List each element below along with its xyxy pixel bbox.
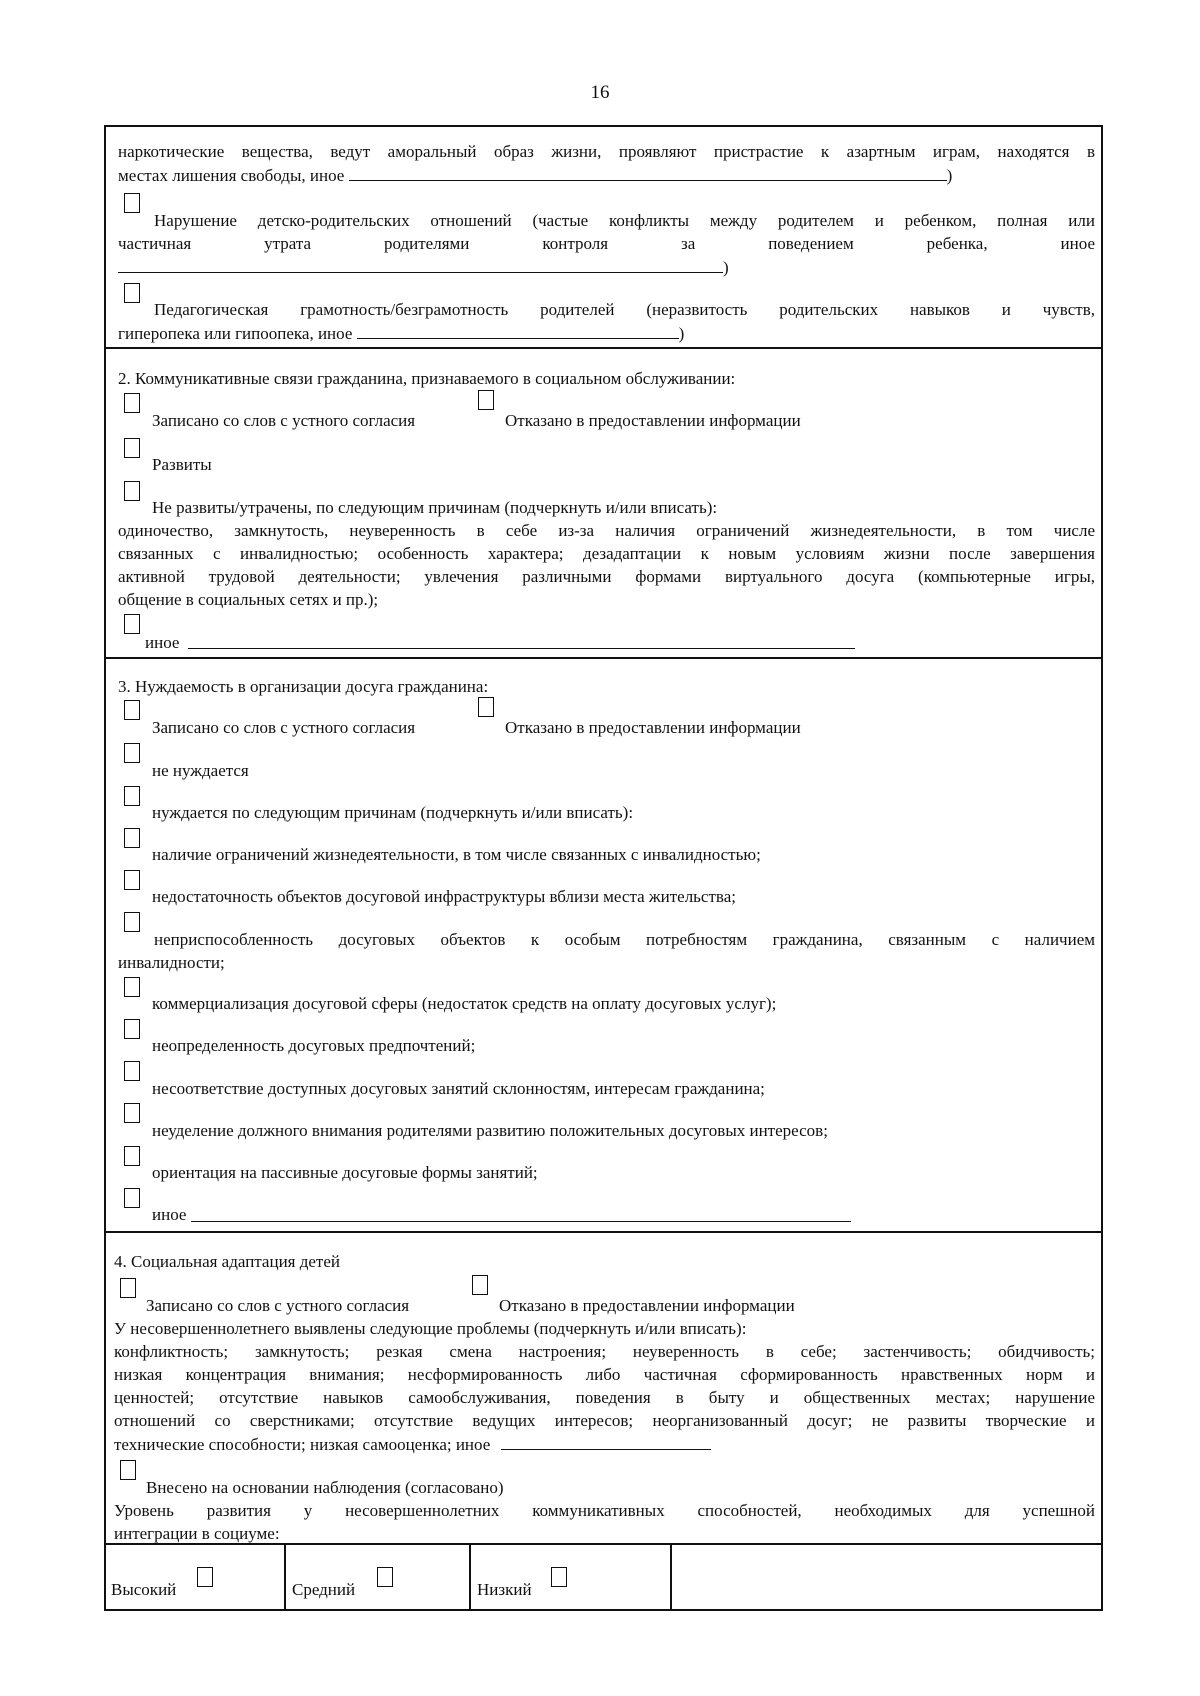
section3-title: 3. Нуждаемость в организации досуга гражданина: (118, 677, 489, 696)
fill-line[interactable] (357, 321, 679, 339)
row-divider (104, 657, 1103, 659)
s3-refused-label: Отказано в предоставлении информации (505, 718, 801, 737)
checkbox-s3-needed[interactable] (124, 786, 140, 806)
item-conflict-line3: ) (118, 255, 729, 279)
cell-divider (469, 1543, 471, 1611)
s3-recorded-label: Записано со слов с устного согласия (152, 718, 416, 737)
s2-other-label: иное (145, 633, 180, 652)
row-divider (104, 1231, 1103, 1233)
level-high-label: Высокий (111, 1580, 177, 1599)
checkbox-parental-literacy[interactable] (124, 283, 140, 303)
checkbox-level-high[interactable] (197, 1567, 213, 1587)
checkbox-s3-commercialization[interactable] (124, 977, 140, 997)
checkbox-s2-not-developed[interactable] (124, 481, 140, 501)
s4-recorded-label: Записано со слов с устного согласия (146, 1296, 410, 1315)
s4-problems-intro: У несовершеннолетнего выявлены следующие проблемы (подчеркнуть и/или вписать): (114, 1319, 747, 1338)
checkbox-s2-developed[interactable] (124, 438, 140, 458)
s3-item-label: несоответствие доступных досуговых занятий склонностям, интересам гражданина; (152, 1079, 765, 1098)
checkbox-s4-refused[interactable] (472, 1275, 488, 1295)
s3-item-cont: инвалидности; (118, 953, 225, 972)
item-conflict-line2: частичная утрата родителями контроля за поведением ребенка, иное (118, 234, 1095, 253)
s4-other-fill-line[interactable] (501, 1432, 711, 1450)
s2-reasons-line: активной трудовой деятельности; увлечения различными формами виртуального досуга (компьютерные игры, (118, 567, 1095, 586)
s2-reasons-line: одиночество, замкнутость, неуверенность в себе из-за наличия ограничений жизнедеятельности, в том числе (118, 521, 1095, 540)
checkbox-s2-other[interactable] (124, 614, 140, 634)
checkbox-s3-refused[interactable] (478, 697, 494, 717)
item-literacy-line1: Педагогическая грамотность/безграмотность родителей (неразвитость родительских навыков и чувств, (154, 300, 1095, 319)
s2-reasons-line: общение в социальных сетях и пр.); (118, 590, 379, 609)
s3-other-fill-line[interactable] (191, 1221, 851, 1222)
item-conflict-line1: Нарушение детско-родительских отношений (частые конфликты между родителем и ребенком, полная или (154, 211, 1095, 230)
s4-problems (114, 1340, 1095, 1432)
section1-cont-line2: местах лишения свободы, иное ) (118, 163, 952, 187)
s2-other-fill-line[interactable] (188, 648, 855, 649)
checkbox-s3-not-needed[interactable] (124, 743, 140, 763)
checkbox-s3-mismatch[interactable] (124, 1061, 140, 1081)
s4-problems-line: отношений со сверстниками; отсутствие ведущих интересов; неорганизованный досуг; не развиты творческие и (114, 1411, 1095, 1430)
item-literacy-line2: гиперопека или гипоопека, иное ) (118, 321, 684, 345)
checkbox-s3-uncertainty[interactable] (124, 1019, 140, 1039)
checkbox-s2-recorded[interactable] (124, 393, 140, 413)
s4-problems-line: ценностей; отсутствие навыков самообслуживания, поведения в быту и общественных местах; нарушение (114, 1388, 1095, 1407)
row-divider (104, 347, 1103, 349)
s2-not-developed-label: Не развиты/утрачены, по следующим причинам (подчеркнуть и/или вписать): (152, 498, 718, 517)
s4-level-intro-line2: интеграции в социуме: (114, 1524, 280, 1543)
s3-item-label: неприспособленность досуговых объектов к особым потребностям гражданина, связанным с наличием (154, 930, 1095, 949)
section1-cont-line1: наркотические вещества, ведут аморальный образ жизни, проявляют пристрастие к азартным играм, находятся в (118, 142, 1095, 161)
s4-problems-line: низкая концентрация внимания; несформированность либо частичная сформированность нравственных норм и (114, 1365, 1095, 1384)
s3-item-label: наличие ограничений жизнедеятельности, в том числе связанных с инвалидностью; (152, 845, 761, 864)
fill-line[interactable] (349, 163, 947, 181)
level-low-label: Низкий (477, 1580, 532, 1599)
s2-reasons-line: связанных с инвалидностью; особенность характера; дезадаптации к новым условиям жизни после завершения (118, 544, 1095, 563)
checkbox-s3-parents-attention[interactable] (124, 1103, 140, 1123)
fill-line[interactable] (118, 255, 723, 273)
s3-item-label: коммерциализация досуговой сферы (недостаток средств на оплату досуговых услуг); (152, 994, 777, 1013)
s3-item-label: иное (152, 1205, 187, 1224)
checkbox-s3-infrastructure[interactable] (124, 870, 140, 890)
s4-problems-last: технические способности; низкая самооценка; иное (114, 1432, 711, 1456)
s4-observed-label: Внесено на основании наблюдения (согласовано) (146, 1478, 504, 1497)
checkbox-s2-refused[interactable] (478, 390, 494, 410)
level-medium-label: Средний (292, 1580, 356, 1599)
checkbox-level-medium[interactable] (377, 1567, 393, 1587)
checkbox-s3-passive[interactable] (124, 1146, 140, 1166)
s3-item-label: нуждается по следующим причинам (подчеркнуть и/или вписать): (152, 803, 634, 822)
section2-title: 2. Коммуникативные связи гражданина, признаваемого в социальном обслуживании: (118, 369, 736, 388)
s2-refused-label: Отказано в предоставлении информации (505, 411, 801, 430)
checkbox-parent-child-violation[interactable] (124, 193, 140, 213)
checkbox-s3-unsuitable[interactable] (124, 912, 140, 932)
s4-refused-label: Отказано в предоставлении информации (499, 1296, 795, 1315)
checkbox-s3-recorded[interactable] (124, 700, 140, 720)
s2-recorded-label: Записано со слов с устного согласия (152, 411, 416, 430)
s3-item-label: неопределенность досуговых предпочтений; (152, 1036, 476, 1055)
cell-divider (670, 1543, 672, 1611)
s3-item-label: не нуждается (152, 761, 249, 780)
page-number: 16 (590, 82, 610, 103)
s3-item-label: недостаточность объектов досуговой инфраструктуры вблизи места жительства; (152, 887, 736, 906)
section4-title: 4. Социальная адаптация детей (114, 1252, 341, 1271)
s4-level-intro-line1: Уровень развития у несовершеннолетних коммуникативных способностей, необходимых для успешной (114, 1501, 1095, 1520)
s3-item-label: неуделение должного внимания родителями развитию положительных досуговых интересов; (152, 1121, 828, 1140)
s2-reasons (118, 519, 1095, 611)
checkbox-s4-observed[interactable] (120, 1460, 136, 1480)
s4-problems-line: конфликтность; замкнутость; резкая смена настроения; неуверенность в себе; застенчивость; обидчивость; (114, 1342, 1095, 1361)
checkbox-s4-recorded[interactable] (120, 1278, 136, 1298)
checkbox-s3-other[interactable] (124, 1188, 140, 1208)
checkbox-level-low[interactable] (551, 1567, 567, 1587)
checkbox-s3-limitations[interactable] (124, 828, 140, 848)
cell-divider (284, 1543, 286, 1611)
s3-item-label: ориентация на пассивные досуговые формы занятий; (152, 1163, 538, 1182)
s2-developed-label: Развиты (152, 455, 212, 474)
